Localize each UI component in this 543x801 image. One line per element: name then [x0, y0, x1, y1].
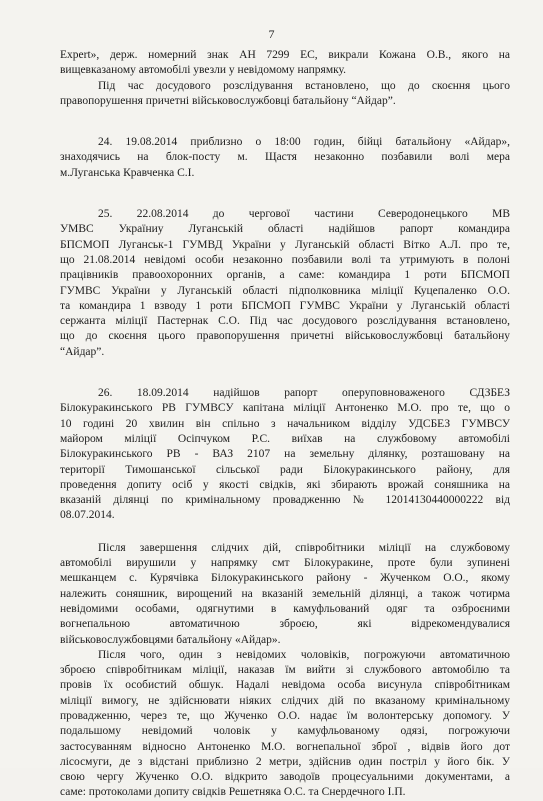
text-line: подальшому невідомий чоловік у камуфльованому одязі, погрожуючи — [60, 725, 510, 738]
text-line: майором міліції Осіпчуком Р.С. виїхав на службовому автомобілі — [60, 432, 510, 445]
text-line: саме: протоколами допиту свідків Решетняка О.С. та Снердечного І.П. — [60, 786, 406, 799]
text-line: 08.07.2014. — [60, 509, 115, 522]
text-line: автомобілі вирушили у напрямку смт Білокуракине, проте були зупинені — [60, 557, 510, 570]
text-line: ГУМВС України у Луганській області підполковника міліції Куцепаленко О.О. — [60, 284, 510, 297]
text-line: зброєю співробітникам міліції, наказав їм вийти зі службового автомобілю та — [60, 664, 510, 677]
paragraph-item-25 — [60, 207, 510, 360]
text-line: невідомими особами, одягнутими в камуфльований одяг та озброєними — [60, 602, 510, 615]
paragraph-investigation-note — [60, 79, 510, 110]
text-line: провів їх особистий обшук. Надалі невідома особа висунула співробітникам — [60, 679, 510, 692]
text-line: працівників правоохоронних органів, а саме: командира 1 роти БПСМОП — [60, 269, 510, 282]
paragraph-after-investigation — [60, 541, 510, 648]
text-line: провадженню, через те, що Жученко О.О. надає їм волонтерську допомогу. У — [60, 709, 510, 722]
text-line: військовослужбовцями батальйону «Айдар». — [60, 633, 281, 646]
text-line: що до скоєння цього правопорушення причетні військовослужбовці батальйону — [60, 330, 510, 343]
text-line: Після чого, один з невідомих чоловіків, погрожуючи автоматичною — [98, 648, 510, 661]
page-number: 7 — [268, 27, 275, 41]
text-line: 10 годині 20 хвилин він спільно з начальником відділу УДСБЕЗ ГУМВСУ — [60, 417, 510, 430]
text-line: 25. 22.08.2014 до чергової частини Северодонецького МВ — [98, 208, 510, 221]
text-line: лісосмуги, де з відстані приблизно 2 метри, здійснив один постріл у його бік. У — [60, 755, 510, 768]
text-line: свою чергу Жученко О.О. відкрито заводоїв процесуальними документами, а — [60, 771, 510, 784]
text-line: вогнепальною автоматичною зброєю, які відрекомендувалися — [60, 618, 510, 631]
text-line: проведення допиту осіб у якості свідків, які збирають врожай соняшника на — [60, 478, 510, 491]
text-line: Білокуракинського РВ - ВАЗ 2107 на земельну ділянку, розташовану на — [60, 448, 510, 461]
text-line: території Тимошанської сільської ради Білокуракинського району, для — [60, 463, 510, 476]
text-line: 26. 18.09.2014 надійшов рапорт оперуповноваженого СДЗБЕЗ — [98, 387, 510, 400]
text-line: правопорушення причетні військовослужбовці батальйону “Айдар”. — [60, 94, 396, 107]
text-line: вказаній ділянці по кримінальному провадженню № 12014130440000222 від — [60, 494, 510, 507]
text-line: та командира 1 взводу 1 роти БПСМОП ГУМВС України у Луганській області — [60, 299, 510, 312]
text-line: що 21.08.2014 невідомі особи незаконно позбавили волі та утримують в полоні — [60, 253, 510, 266]
text-line: “Айдар”. — [60, 345, 105, 358]
text-line: мешканцем с. Курячівка Білокуракинського району - Жученком О.О., якому — [60, 572, 510, 585]
text-line: вищевказаному автомобілі увезли у невідомому напрямку. — [60, 64, 347, 77]
text-line: Expert», держ. номерний знак АН 7299 ЕС, викрали Кожана О.В., якого на — [60, 49, 510, 61]
paragraph-threat-description — [60, 648, 510, 801]
text-line: УМВС Україниу Луганській області надійшов рапорт командира — [60, 223, 510, 236]
text-line: 24. 19.08.2014 приблизно о 18:00 годин, бійці батальйону «Айдар», — [98, 136, 510, 149]
text-line: БПСМОП Луганськ-1 ГУМВД України у Луганській області Вітко А.Л. про те, — [60, 238, 510, 251]
text-line: Білокуракинського РВ ГУМВСУ капітана міліції Антоненко М.О. про те, що о — [60, 402, 510, 415]
paragraph-item-24 — [60, 135, 510, 181]
text-line: застосуванням відносно Антоненко М.О. вогнепальної зброї , відвів його дот — [60, 740, 510, 753]
text-line: знаходячись на блок-посту м. Щастя незаконно позбавили волі мера — [60, 151, 510, 164]
paragraph-item-26 — [60, 386, 510, 524]
document-body — [60, 48, 510, 801]
paragraph-continuation — [60, 48, 510, 79]
text-line: Після завершення слідчих дій, співробітники міліції на службовому — [98, 541, 510, 554]
text-line: м.Луганська Кравченка С.І. — [60, 166, 195, 179]
text-line: Під час досудового розслідування встановлено, що до скоєння цього — [98, 79, 510, 92]
text-line: сержанта міліції Пастернак С.О. Під час досудового розслідування встановлено, — [60, 315, 510, 328]
text-line: належить соняшник, вирощений на вказаній земельній ділянці, а також чотирма — [60, 587, 510, 600]
text-line: міліції вимогу, не здійснювати ніяких слідчих дій по вказаному кримінальному — [60, 694, 510, 707]
